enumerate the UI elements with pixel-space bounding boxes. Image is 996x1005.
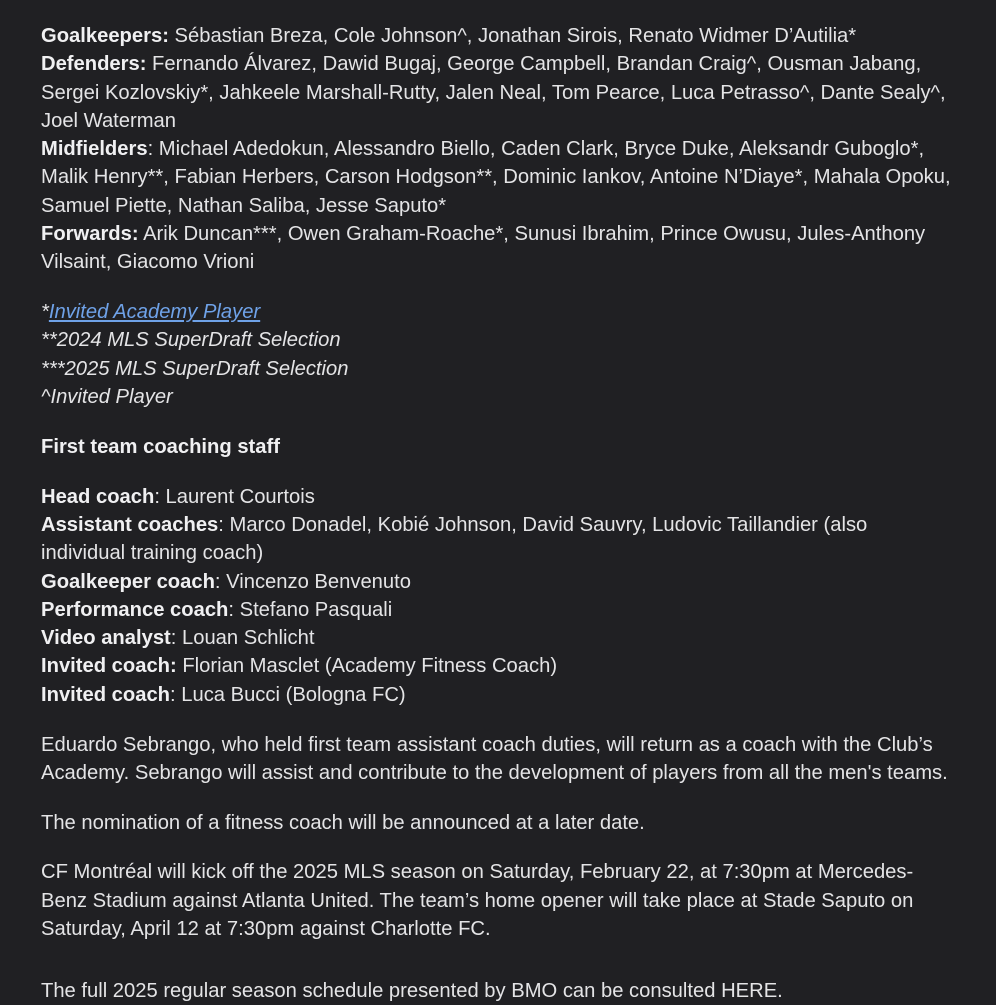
midfielders-line — [41, 135, 956, 220]
legend-draft-2024 — [41, 326, 956, 354]
video-analyst-value: : Louan Schlicht — [170, 627, 315, 650]
goalkeepers-label: Goalkeepers: — [41, 25, 169, 47]
invited-coach-2-label: Invited coach — [41, 683, 171, 706]
invited-coach-1-value: Florian Masclet (Academy Fitness Coach) — [176, 655, 558, 678]
assistant-coaches-line — [41, 511, 956, 568]
legend-invited-text: ^Invited Player — [41, 386, 173, 409]
goalkeepers-names: Sébastian Breza, Cole Johnson^, Jonathan Sirois, Renato Widmer D’Autilia* — [168, 25, 857, 47]
schedule-paragraph: CF Montréal will kick off the 2025 MLS season on Saturday, February 22, at 7:30pm at Mercedes-Benz Stadium against Atlanta United. The team’s home opener will take place at Stade Saputo on Saturday, April 12 at 7:30pm against Charlotte FC. — [41, 861, 914, 941]
staff-heading-text: First team coaching staff — [41, 435, 280, 458]
legend-draft-2024-text: **2024 MLS SuperDraft Selection — [41, 329, 341, 352]
performance-coach-label: Performance coach — [41, 598, 229, 621]
staff-heading — [41, 433, 956, 461]
invited-coach-1-label: Invited coach: — [41, 655, 177, 678]
legend-academy-prefix: * — [41, 301, 49, 324]
head-coach-value: : Laurent Courtois — [154, 485, 315, 508]
goalkeeper-coach-line — [41, 568, 956, 596]
forwards-names: Arik Duncan***, Owen Graham-Roache*, Sunusi Ibrahim, Prince Owusu, Jules-Anthony Vilsaint, Giacomo Vrioni — [41, 223, 926, 274]
schedule-link-paragraph: The full 2025 regular season schedule presented by BMO can be consulted HERE. — [41, 979, 783, 1002]
legend-invited — [41, 383, 956, 411]
goalkeeper-coach-value: : Vincenzo Benvenuto — [214, 570, 411, 593]
article-body — [41, 22, 956, 1002]
defenders-line — [41, 50, 956, 135]
performance-coach-value: : Stefano Pasquali — [228, 598, 393, 621]
video-analyst-line — [41, 624, 956, 652]
legend-draft-2025 — [41, 355, 956, 383]
invited-coach-2-value: : Luca Bucci (Bologna FC) — [170, 683, 406, 706]
forwards-line — [41, 220, 956, 277]
sebrango-paragraph: Eduardo Sebrango, who held first team assistant coach duties, will return as a coach with the Club’s Academy. Sebrango will assist and contribute to the development of players from all the men's teams. — [41, 733, 948, 784]
goalkeepers-line — [41, 22, 956, 50]
invited-academy-player-link[interactable]: Invited Academy Player — [48, 301, 261, 324]
forwards-label: Forwards: — [41, 223, 139, 246]
midfielders-names: : Michael Adedokun, Alessandro Biello, Caden Clark, Bryce Duke, Aleksandr Guboglo*, Malik Henry**, Fabian Herbers, Carson Hodgson**, Dominic Iankov, Antoine N’Diaye*, Mahala Opoku, Samuel Piette, Nathan Saliba, Jesse Saputo* — [41, 138, 951, 217]
midfielders-label: Midfielders — [41, 138, 148, 161]
staff-list — [41, 483, 956, 709]
invited-coach-1-line — [41, 652, 956, 680]
defenders-names: Fernando Álvarez, Dawid Bugaj, George Campbell, Brandan Craig^, Ousman Jabang, Sergei Kozlovskiy*, Jahkeele Marshall-Rutty, Jalen Neal, Tom Pearce, Luca Petrasso^, Dante Sealy^, Joel Waterman — [41, 53, 946, 132]
fitness-coach-paragraph: The nomination of a fitness coach will be announced at a later date. — [41, 811, 645, 834]
legend — [41, 298, 956, 411]
head-coach-line — [41, 483, 956, 511]
invited-coach-2-line — [41, 681, 956, 709]
assistant-coaches-value: : Marco Donadel, Kobié Johnson, David Sauvry, Ludovic Taillandier (also individual training coach) — [41, 513, 868, 565]
assistant-coaches-label: Assistant coaches — [41, 513, 219, 536]
legend-draft-2025-text: ***2025 MLS SuperDraft Selection — [41, 357, 349, 380]
performance-coach-line — [41, 596, 956, 624]
video-analyst-label: Video analyst — [41, 627, 171, 650]
legend-academy — [41, 298, 956, 326]
defenders-label: Defenders: — [41, 53, 147, 76]
goalkeeper-coach-label: Goalkeeper coach — [41, 570, 215, 593]
head-coach-label: Head coach — [41, 485, 155, 508]
